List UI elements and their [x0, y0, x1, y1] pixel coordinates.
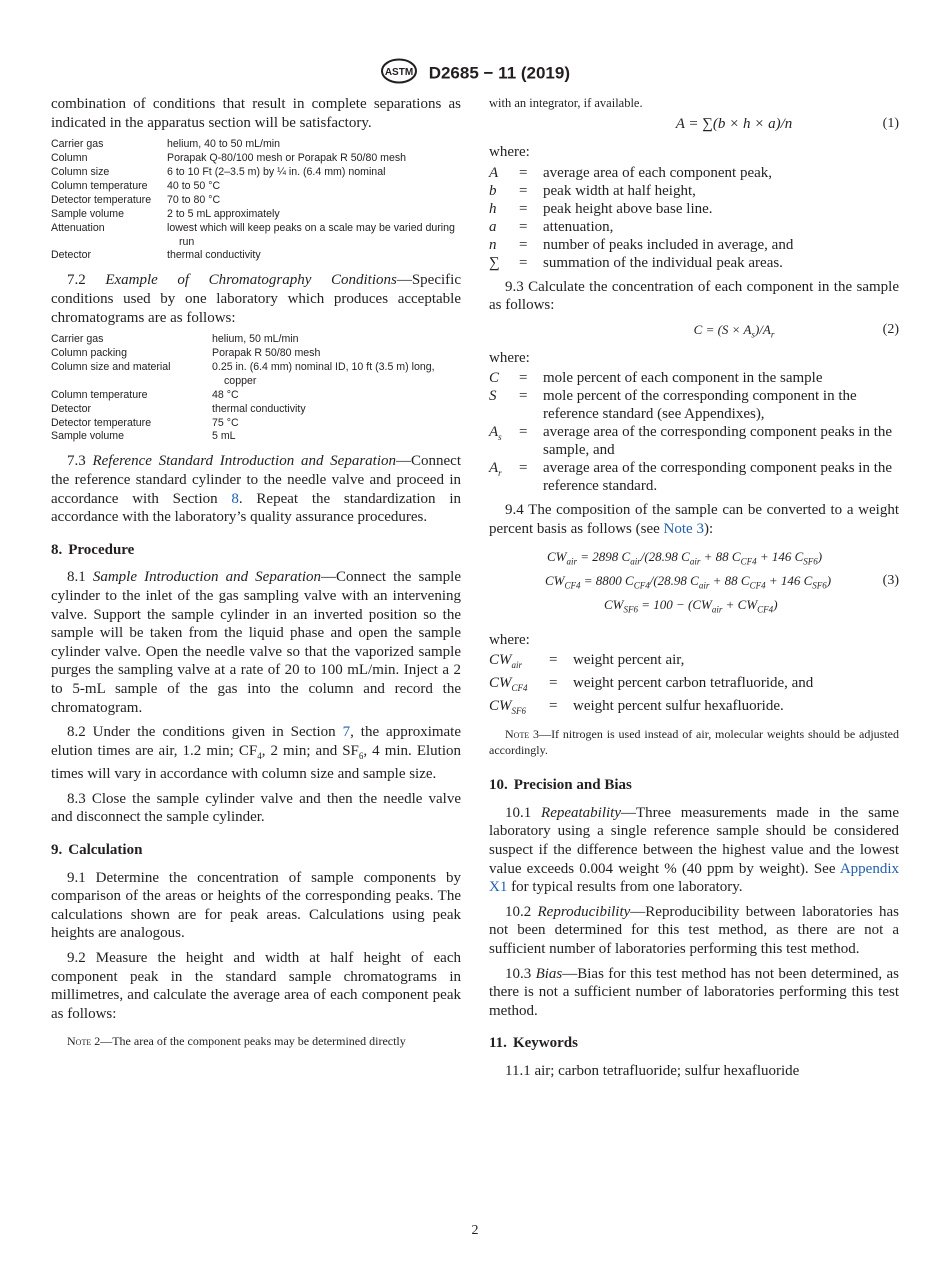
condition-value: thermal conductivity — [212, 402, 306, 415]
intro-paragraph: combination of conditions that result in complete separations as indicated in the apparatus section will be satisfactory. — [51, 96, 461, 131]
definition-equals: = — [549, 675, 558, 692]
definition-equals: = — [519, 218, 528, 235]
definition-symbol: A — [489, 164, 499, 181]
condition-row — [51, 166, 461, 180]
condition-label: Column packing — [51, 347, 127, 360]
condition-row — [51, 194, 461, 208]
equation-1: A = ∑(b × h × a)/n (1) — [675, 116, 899, 132]
definition-row — [489, 254, 793, 272]
definition-equals: = — [519, 164, 528, 181]
condition-label: Carrier gas — [51, 138, 104, 151]
definition-equals: = — [519, 460, 528, 477]
definition-row — [489, 369, 899, 387]
condition-value: Porapak Q-80/100 mesh or Porapak R 50/80 mesh — [167, 152, 407, 165]
conditions-table-1 — [51, 138, 461, 263]
condition-label: Attenuation — [51, 221, 105, 234]
equation-3-line-2: $CW_{CF4} = 8800$ $C_{CF4}/(28.98$ $C_{air} + 88$ $C_{CF4} + 146$ $C_{SF6}$) — [545, 572, 832, 591]
paragraph-8-2: 8.2 Under the conditions given in Section 7, the approximate elution times are air, 1.2 min; $CF_4$, 2 min; and $SF_6$, 4 min. Elution times will vary in accordance with column size and sample size. — [51, 724, 462, 783]
where-2: where: — [489, 349, 530, 366]
equation-2: $C = (S \times A_s)/A_r$ (2) — [693, 321, 899, 340]
definition-symbol: $CW_{CF4}$ — [489, 675, 528, 694]
note-3-link[interactable]: Note 3 — [663, 520, 704, 537]
equation-3-line-1: $CW_{air} = 2898$ $C_{air}/(28.98$ $C_{air} + 88$ $C_{CF4} + 146$ $C_{SF6}$) — [547, 548, 823, 567]
condition-value: 5 mL — [212, 430, 236, 443]
condition-row — [51, 430, 461, 444]
left-column — [51, 95, 461, 1049]
condition-label: Detector temperature — [51, 193, 152, 206]
condition-row — [51, 333, 461, 347]
astm-logo-icon — [380, 58, 418, 89]
paragraph-8-1: 8.1 Sample Introduction and Separation—Connect the sample cylinder to the inlet of the gas sampling valve with an intervening valve. Support the sample cylinder in an inverted position so the sample will be taken from the liquid phase and open the sample cylinder valve. Open the needle valve so that the vaporized sample purges the sampling valve at a rate of 20 to 100 mL/min. Inject a 2 to 5-mL sample of the gas into the column and record the chromatogram. — [51, 569, 461, 716]
condition-value: Porapak R 50/80 mesh — [212, 347, 321, 360]
condition-label: Column — [51, 152, 88, 165]
definition-row — [489, 674, 813, 697]
condition-label: Column temperature — [51, 179, 148, 192]
note-2: Note 2—The area of the component peaks may be determined directly — [67, 1034, 406, 1049]
definition-row — [489, 218, 793, 236]
definition-row — [489, 182, 793, 200]
definition-symbol: $A_s$ — [489, 424, 502, 443]
paragraph-8-3: 8.3 Close the sample cylinder valve and then the needle valve and disconnect the sample cylinder. — [51, 790, 461, 826]
condition-row — [51, 417, 461, 431]
paragraph-10-1: 10.1 Repeatability—Three measurements made in the same laboratory using a single reference sample should be considered suspect if the difference between the highest value and the lowest value exceeds 0.004 weight % (40 ppm by weight). See Appendix X1 for typical results from one laboratory. — [489, 804, 899, 896]
definition-equals: = — [519, 182, 528, 199]
where-3: where: — [489, 631, 530, 648]
definition-text: peak height above base line. — [543, 200, 713, 217]
definition-text: mole percent of the corresponding component in the reference standard (see Appendixes), — [543, 388, 857, 423]
equation-3: $CW_{air} = 2898$ $C_{air}/(28.98$ $C_{air} + 88$ $C_{CF4} + 146$ $C_{SF6}$) $CW_{CF4} = 8800$ $C_{CF4}/(28.98$ $C_{air} + 88$ $C_{CF4} + 146$ $C_{SF6}$) $CW_{SF6} = 100 - (CW_{air} + CW_{CF4})$ (3) — [489, 545, 899, 625]
condition-label: Detector temperature — [51, 416, 152, 429]
condition-value: thermal conductivity — [167, 249, 261, 262]
condition-row — [51, 347, 461, 361]
condition-value: helium, 40 to 50 mL/min — [167, 138, 281, 151]
condition-row — [51, 403, 461, 417]
condition-label: Sample volume — [51, 430, 125, 443]
section-8-heading: 8. Procedure — [51, 541, 135, 558]
definition-equals: = — [519, 424, 528, 441]
definition-row — [489, 697, 813, 720]
section-7-link[interactable]: 7 — [342, 724, 351, 741]
condition-value: 48 °C — [212, 388, 239, 401]
right-column — [489, 95, 899, 1086]
definition-symbol: ∑ — [489, 254, 500, 271]
condition-row — [51, 249, 461, 263]
definition-text: summation of the individual peak areas. — [543, 254, 783, 271]
definition-equals: = — [519, 236, 528, 253]
definition-row — [489, 423, 899, 459]
condition-value: 40 to 50 °C — [167, 179, 221, 192]
condition-value: 0.25 in. (6.4 mm) nominal ID, 10 ft (3.5 m) long, copper — [212, 360, 435, 387]
definition-symbol: a — [489, 218, 497, 235]
condition-value: lowest which will keep peaks on a scale may be varied during run — [167, 221, 455, 248]
appendix-x1-link[interactable]: Appendix X1 — [489, 860, 899, 896]
definition-symbol: $CW_{air}$ — [489, 652, 523, 671]
definition-symbol: C — [489, 370, 500, 387]
definition-equals: = — [519, 254, 528, 271]
definition-symbol: b — [489, 182, 497, 199]
paragraph-10-3: 10.3 Bias—Bias for this test method has not been determined, as there is not a sufficient number of laboratories performing this test method. — [489, 965, 899, 1019]
condition-label: Column temperature — [51, 388, 148, 401]
definitions-1 — [489, 164, 793, 272]
condition-label: Detector — [51, 249, 92, 262]
condition-value: 70 to 80 °C — [167, 193, 221, 206]
where-1: where: — [489, 144, 530, 160]
page-number: 2 — [471, 1223, 479, 1238]
definitions-3 — [489, 651, 813, 720]
condition-row — [51, 152, 461, 166]
paragraph-7-2: 7.2 Example of Chromatography Conditions—Specific conditions used by one laboratory which produces acceptable chromatograms are as follows: — [51, 272, 461, 326]
definition-row — [489, 459, 899, 495]
paragraph-9-2: 9.2 Measure the height and width at half height of each component peak in the standard sample chromatograms in millimetres, and calculate the average area of each component peak as follows: — [51, 950, 461, 1022]
definition-equals: = — [519, 370, 528, 387]
definition-equals: = — [549, 652, 558, 669]
condition-label: Sample volume — [51, 207, 125, 220]
page-header — [0, 58, 950, 82]
condition-row — [51, 389, 461, 403]
section-10-heading: 10. Precision and Bias — [489, 777, 632, 794]
definition-equals: = — [549, 698, 558, 715]
condition-value: helium, 50 mL/min — [212, 333, 299, 346]
paragraph-9-1: 9.1 Determine the concentration of sample components by comparison of the areas or heights of the corresponding peaks. The calculations shown are for peak areas. Calculations using peak heights are analogous. — [51, 869, 461, 942]
definition-row — [489, 651, 813, 674]
definitions-2 — [489, 369, 899, 495]
condition-label: Column size — [51, 166, 110, 178]
condition-row — [51, 222, 461, 250]
paragraph-11-1: 11.1 air; carbon tetrafluoride; sulfur hexafluoride — [505, 1062, 800, 1079]
section-9-heading: 9. Calculation — [51, 842, 143, 859]
equation-3-line-3: $CW_{SF6} = 100 - (CW_{air} + CW_{CF4})$ — [604, 596, 778, 615]
condition-row — [51, 208, 461, 222]
definition-symbol: n — [489, 236, 497, 253]
definition-row — [489, 387, 899, 423]
condition-value: 75 °C — [212, 416, 239, 429]
definition-row — [489, 164, 793, 182]
definition-row — [489, 200, 793, 218]
condition-label: Column size and material — [51, 360, 171, 373]
definition-text: number of peaks included in average, and — [543, 236, 794, 253]
definition-text: weight percent air, — [573, 652, 685, 669]
note-2-continued: with an integrator, if available. — [489, 96, 643, 110]
definition-equals: = — [519, 200, 528, 217]
condition-value: 2 to 5 mL approximately — [167, 207, 280, 220]
definition-row — [489, 236, 793, 254]
definition-text: average area of each component peak, — [543, 164, 773, 181]
definition-text: peak width at half height, — [543, 182, 696, 199]
conditions-table-2 — [51, 333, 461, 444]
condition-label: Carrier gas — [51, 333, 104, 346]
definition-symbol: $CW_{SF6}$ — [489, 698, 526, 717]
paragraph-9-3: 9.3 Calculate the concentration of each component in the sample as follows: — [489, 278, 899, 314]
condition-value: 6 to 10 Ft (2–3.5 m) by ¼ in. (6.4 mm) nominal — [167, 166, 386, 178]
definition-equals: = — [519, 388, 528, 405]
standard-designation: D2685 − 11 (2019) — [428, 63, 571, 83]
definition-text: mole percent of each component in the sample — [543, 370, 823, 387]
paragraph-10-2: 10.2 Reproducibility—Reproducibility between laboratories has not been determined for this test method, as there are not a sufficient number of laboratories performing this test method. — [489, 903, 899, 957]
section-8-link[interactable]: 8 — [231, 490, 239, 507]
condition-row — [51, 180, 461, 194]
condition-row — [51, 361, 461, 389]
definition-text: average area of the corresponding component peaks in the reference standard. — [543, 460, 893, 495]
note-3: Note 3—If nitrogen is used instead of air, molecular weights should be adjusted accordingly. — [489, 727, 900, 758]
paragraph-7-3: 7.3 Reference Standard Introduction and Separation—Connect the reference standard cylinder to the needle valve and proceed in accordance with Section 8. Repeat the standardization in accordance with the laboratory’s quality assurance procedures. — [51, 453, 461, 526]
section-11-heading: 11. Keywords — [489, 1035, 578, 1052]
definition-text: weight percent carbon tetrafluoride, and — [573, 675, 814, 692]
definition-text: weight percent sulfur hexafluoride. — [573, 698, 784, 715]
definition-symbol: S — [489, 388, 497, 405]
definition-symbol: $A_r$ — [489, 460, 502, 479]
svg-text:ASTM: ASTM — [384, 67, 414, 78]
condition-label: Detector — [51, 402, 92, 415]
condition-row — [51, 138, 461, 152]
paragraph-9-4: 9.4 The composition of the sample can be converted to a weight percent basis as follows (see Note 3): — [489, 502, 899, 537]
definition-symbol: h — [489, 200, 497, 217]
definition-text: attenuation, — [543, 218, 614, 235]
definition-text: average area of the corresponding component peaks in the sample, and — [543, 424, 893, 459]
